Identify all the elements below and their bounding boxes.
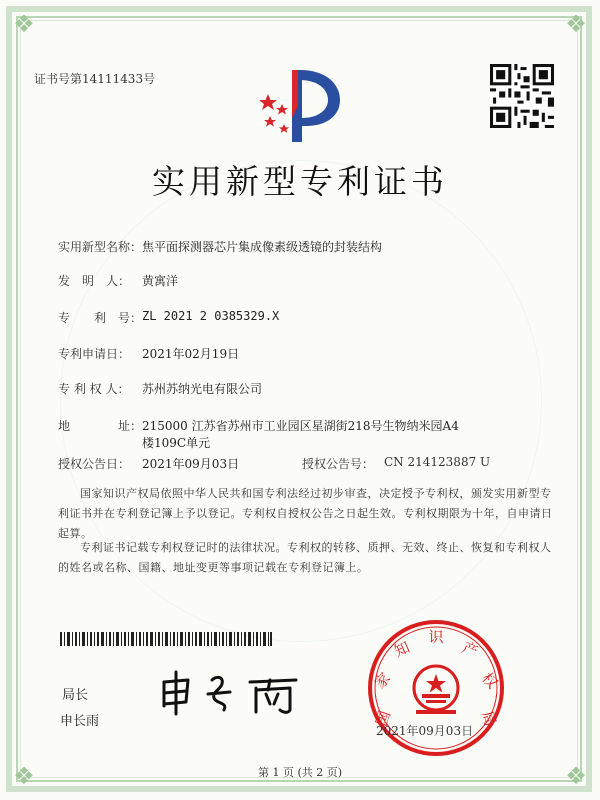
director-title: 局长 xyxy=(62,688,89,703)
grant-announcement-number-label: 授权公告号： xyxy=(302,457,375,471)
utility-model-name-value: 焦平面探测器芯片集成像素级透镜的封装结构 xyxy=(142,240,383,254)
application-date-label: 专利申请日： xyxy=(58,347,131,361)
svg-text:识: 识 xyxy=(428,628,444,646)
certificate-number: 证书号第14111433号 xyxy=(34,72,156,86)
svg-text:国: 国 xyxy=(372,708,395,729)
corner-ornament-icon: ❖ xyxy=(565,762,587,790)
corner-ornament-icon: ❖ xyxy=(13,762,35,790)
inventor-label: 发 明 人： xyxy=(58,274,131,288)
patent-number-value: ZL 2021 2 0385329.X xyxy=(142,309,280,323)
patentee-label: 专 利 权 人： xyxy=(58,382,130,396)
patent-number-label: 专 利 号： xyxy=(58,311,143,325)
director-name: 申长雨 xyxy=(60,714,100,729)
application-date-value: 2021年02月19日 xyxy=(142,347,240,361)
grant-announcement-number-value: CN 214123887 U xyxy=(384,455,491,469)
grant-statement-paragraph: 国家知识产权局依照中华人民共和国专利法经过初步审查，决定授予专利权，颁发实用新型专利证书并在专利登记簿上予以登记。专利权自授权公告之日起生效。专利权期限为十年，自申请日起算。 xyxy=(58,487,553,540)
certificate-title: 实用新型专利证书 xyxy=(152,162,448,201)
patent-office-logo-icon xyxy=(248,66,344,146)
corner-ornament-icon: ❖ xyxy=(565,10,587,38)
svg-text:家: 家 xyxy=(370,669,394,693)
address-value-line2: 楼109C单元 xyxy=(142,436,211,450)
barcode-icon xyxy=(60,632,272,646)
svg-text:局: 局 xyxy=(477,708,500,729)
handwritten-signature xyxy=(150,668,310,718)
corner-ornament-icon: ❖ xyxy=(13,10,35,38)
inventor-value: 黄寓洋 xyxy=(142,274,179,288)
patentee-value: 苏州苏纳光电有限公司 xyxy=(142,382,263,396)
legal-status-paragraph: 专利证书记载专利权登记时的法律状况。专利权的转移、质押、无效、终止、恢复和专利权人的姓名或名称、国籍、地址变更等事项记载在专利登记簿上。 xyxy=(58,541,552,574)
utility-model-name-label: 实用新型名称： xyxy=(58,240,143,254)
seal-date: 2021年09月03日 xyxy=(376,724,474,738)
svg-text:知: 知 xyxy=(391,638,413,661)
svg-text:权: 权 xyxy=(478,669,502,693)
address-value-line1: 215000 江苏省苏州市工业园区星湖街218号生物纳米园A4 xyxy=(142,419,459,433)
grant-announcement-date-value: 2021年09月03日 xyxy=(142,457,240,471)
address-label: 地 址： xyxy=(58,419,143,433)
grant-announcement-date-label: 授权公告日： xyxy=(58,457,131,471)
qr-code-icon xyxy=(490,64,554,128)
page-number: 第 1 页 (共 2 页) xyxy=(257,766,343,779)
svg-text:产: 产 xyxy=(459,638,481,661)
